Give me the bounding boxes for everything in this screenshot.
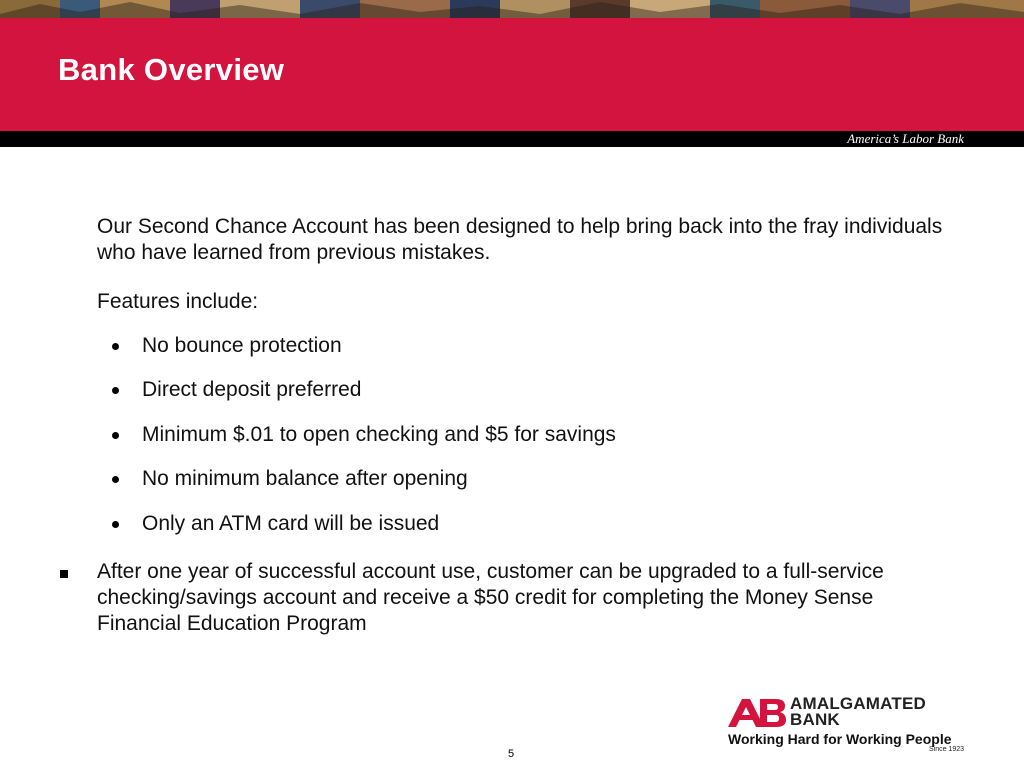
bullet-dot-icon [112,432,119,439]
intro-paragraph: Our Second Chance Account has been designed to help bring back into the fray individuals who have learned from previous mistakes. [97,215,943,264]
logo-name-line1: AMALGAMATED [790,694,926,713]
logo-name-line2: BANK [790,710,840,729]
bullet-dot-icon [112,476,119,483]
logo-since: Since 1923 [928,746,964,753]
bullet-dot-icon [112,343,119,350]
bullet-dot-icon [112,387,119,394]
feature-label: Only an ATM card will be issued [142,512,440,535]
feature-label: Direct deposit preferred [142,378,362,401]
features-heading: Features include: [97,290,259,313]
upgrade-paragraph: After one year of successful account use, customer can be upgraded to a full-service checking/savings account and receive a $50 credit for completing the Money Sense Financial Education Program [97,560,884,635]
bullet-dot-icon [112,521,119,528]
logo-slogan: Working Hard for Working People [728,731,952,747]
logo-wordmark [790,696,926,728]
feature-label: Minimum $.01 to open checking and $5 for savings [142,423,616,446]
square-bullet-icon [60,570,68,578]
amalgamated-bank-logo [728,696,978,756]
slide-title: Bank Overview [58,52,285,87]
feature-label: No bounce protection [142,334,342,357]
page-number: 5 [508,748,515,760]
ab-logo-mark-icon [728,699,786,727]
feature-label: No minimum balance after opening [142,467,468,490]
header-mural-image [0,0,1024,18]
tagline: America’s Labor Bank [847,131,964,146]
